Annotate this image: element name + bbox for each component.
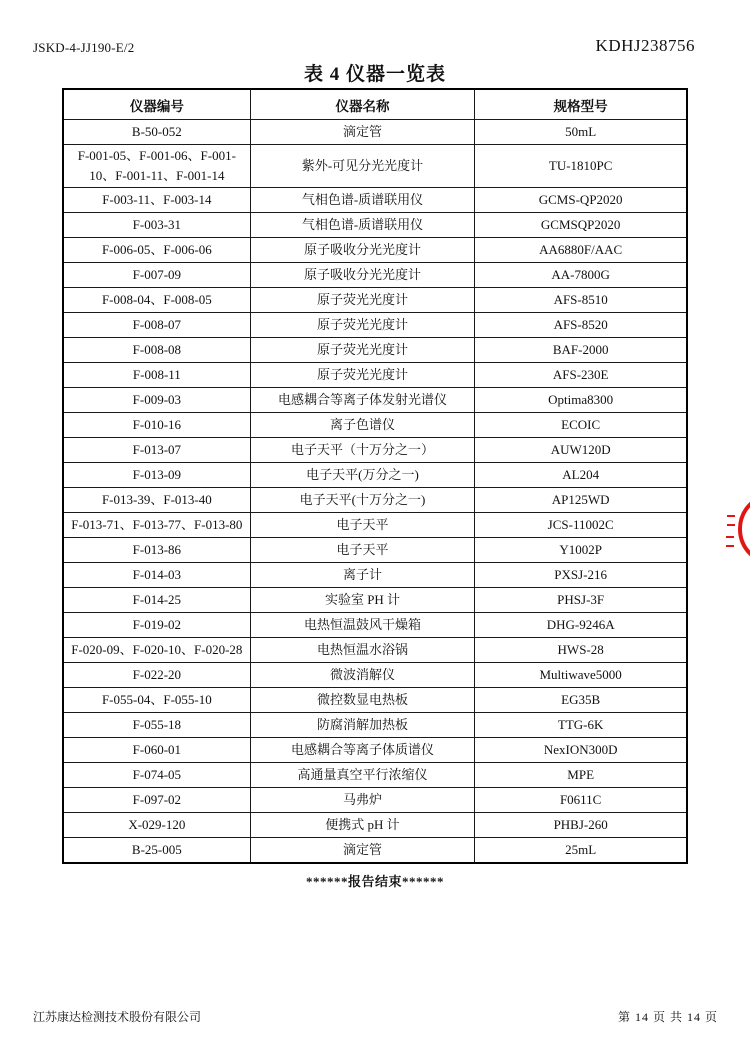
instrument-id-cell: X-029-120 [63,813,250,838]
column-header-instrument-id: 仪器编号 [63,89,250,120]
instrument-id-cell: F-008-07 [63,313,250,338]
instrument-id-cell: F-014-03 [63,563,250,588]
table-row [63,438,687,463]
instrument-table [62,88,688,864]
table-row [63,663,687,688]
instrument-name-cell: 电热恒温鼓风干燥箱 [250,613,475,638]
table-row [63,513,687,538]
model-cell: EG35B [475,688,687,713]
model-cell: AA6880F/AAC [475,238,687,263]
model-cell: PHBJ-260 [475,813,687,838]
model-cell: MPE [475,763,687,788]
instrument-id-cell: F-003-31 [63,213,250,238]
instrument-name-cell: 紫外-可见分光光度计 [250,145,475,188]
model-cell: AP125WD [475,488,687,513]
model-cell: Y1002P [475,538,687,563]
instrument-name-cell: 电感耦合等离子体发射光谱仪 [250,388,475,413]
instrument-name-cell: 原子吸收分光光度计 [250,263,475,288]
table-row [63,563,687,588]
instrument-id-cell: F-013-86 [63,538,250,563]
column-header-instrument-name: 仪器名称 [250,89,475,120]
model-cell: GCMSQP2020 [475,213,687,238]
instrument-name-cell: 滴定管 [250,120,475,145]
instrument-id-cell: F-008-04、F-008-05 [63,288,250,313]
instrument-id-cell: F-009-03 [63,388,250,413]
table-row [63,488,687,513]
instrument-name-cell: 原子荧光光度计 [250,288,475,313]
instrument-id-cell: F-003-11、F-003-14 [63,188,250,213]
instrument-name-cell: 电子天平(万分之一) [250,463,475,488]
instrument-name-cell: 高通量真空平行浓缩仪 [250,763,475,788]
page-title: 表 4 仪器一览表 [303,64,446,85]
instrument-name-cell: 气相色谱-质谱联用仪 [250,213,475,238]
model-cell: PXSJ-216 [475,563,687,588]
instrument-name-cell: 实验室 PH 计 [250,588,475,613]
instrument-id-cell: F-006-05、F-006-06 [63,238,250,263]
table-row [63,763,687,788]
instrument-id-cell: F-074-05 [63,763,250,788]
instrument-name-cell: 离子计 [250,563,475,588]
document-code: JSKD-4-JJ190-E/2 [33,40,135,55]
instrument-name-cell: 滴定管 [250,838,475,864]
table-row [63,238,687,263]
model-cell: TTG-6K [475,713,687,738]
table-row [63,145,687,188]
instrument-table-container [62,88,688,864]
table-row [63,288,687,313]
model-cell: AFS-230E [475,363,687,388]
model-cell: F0611C [475,788,687,813]
table-row [63,538,687,563]
table-row [63,463,687,488]
instrument-name-cell: 气相色谱-质谱联用仪 [250,188,475,213]
table-row [63,838,687,864]
red-seal-text-fragment-icon [727,515,735,526]
instrument-name-cell: 原子荧光光度计 [250,313,475,338]
red-seal-text-fragment-icon [726,536,734,547]
footer-page-number: 第 14 页 共 14 页 [617,1010,718,1024]
model-cell: Multiwave5000 [475,663,687,688]
instrument-name-cell: 原子吸收分光光度计 [250,238,475,263]
model-cell: JCS-11002C [475,513,687,538]
model-cell: NexION300D [475,738,687,763]
instrument-name-cell: 电子天平 [250,538,475,563]
instrument-name-cell: 电子天平(十万分之一) [250,488,475,513]
instrument-id-cell: F-013-07 [63,438,250,463]
report-number: KDHJ238756 [595,36,695,55]
instrument-id-cell: B-25-005 [63,838,250,864]
table-row [63,338,687,363]
instrument-table-body [63,120,687,864]
instrument-id-cell: F-060-01 [63,738,250,763]
table-row [63,788,687,813]
model-cell: AFS-8510 [475,288,687,313]
model-cell: HWS-28 [475,638,687,663]
table-header-row [63,89,687,120]
instrument-name-cell: 马弗炉 [250,788,475,813]
instrument-name-cell: 电感耦合等离子体质谱仪 [250,738,475,763]
instrument-id-cell: F-001-05、F-001-06、F-001-10、F-001-11、F-001-14 [63,145,250,188]
instrument-name-cell: 防腐消解加热板 [250,713,475,738]
instrument-id-cell: F-013-39、F-013-40 [63,488,250,513]
table-row [63,588,687,613]
instrument-id-cell: F-008-11 [63,363,250,388]
instrument-id-cell: F-014-25 [63,588,250,613]
model-cell: BAF-2000 [475,338,687,363]
table-row [63,738,687,763]
instrument-name-cell: 电子天平 [250,513,475,538]
table-row [63,388,687,413]
table-row [63,188,687,213]
instrument-id-cell: F-055-04、F-055-10 [63,688,250,713]
instrument-name-cell: 原子荧光光度计 [250,338,475,363]
table-row [63,613,687,638]
footer-company-name: 江苏康达检测技术股份有限公司 [33,1010,202,1024]
model-cell: AUW120D [475,438,687,463]
instrument-id-cell: F-055-18 [63,713,250,738]
table-row [63,713,687,738]
table-row [63,363,687,388]
instrument-name-cell: 微波消解仪 [250,663,475,688]
instrument-id-cell: F-008-08 [63,338,250,363]
instrument-id-cell: F-019-02 [63,613,250,638]
instrument-id-cell: F-097-02 [63,788,250,813]
model-cell: PHSJ-3F [475,588,687,613]
instrument-id-cell: F-010-16 [63,413,250,438]
table-row [63,688,687,713]
model-cell: Optima8300 [475,388,687,413]
table-row [63,263,687,288]
column-header-model: 规格型号 [475,89,687,120]
report-end-note: ******报告结束****** [305,874,444,889]
instrument-name-cell: 离子色谱仪 [250,413,475,438]
instrument-name-cell: 原子荧光光度计 [250,363,475,388]
table-row [63,638,687,663]
table-row [63,313,687,338]
table-row [63,813,687,838]
red-seal-stamp-icon [738,492,750,566]
table-row [63,120,687,145]
instrument-id-cell: B-50-052 [63,120,250,145]
model-cell: AFS-8520 [475,313,687,338]
model-cell: DHG-9246A [475,613,687,638]
instrument-name-cell: 微控数显电热板 [250,688,475,713]
table-row [63,213,687,238]
instrument-name-cell: 电热恒温水浴锅 [250,638,475,663]
instrument-id-cell: F-020-09、F-020-10、F-020-28 [63,638,250,663]
instrument-id-cell: F-013-09 [63,463,250,488]
table-row [63,413,687,438]
instrument-id-cell: F-007-09 [63,263,250,288]
model-cell: TU-1810PC [475,145,687,188]
model-cell: 25mL [475,838,687,864]
instrument-id-cell: F-022-20 [63,663,250,688]
model-cell: GCMS-QP2020 [475,188,687,213]
instrument-name-cell: 电子天平（十万分之一） [250,438,475,463]
model-cell: AL204 [475,463,687,488]
instrument-id-cell: F-013-71、F-013-77、F-013-80 [63,513,250,538]
model-cell: 50mL [475,120,687,145]
model-cell: AA-7800G [475,263,687,288]
model-cell: ECOIC [475,413,687,438]
instrument-name-cell: 便携式 pH 计 [250,813,475,838]
